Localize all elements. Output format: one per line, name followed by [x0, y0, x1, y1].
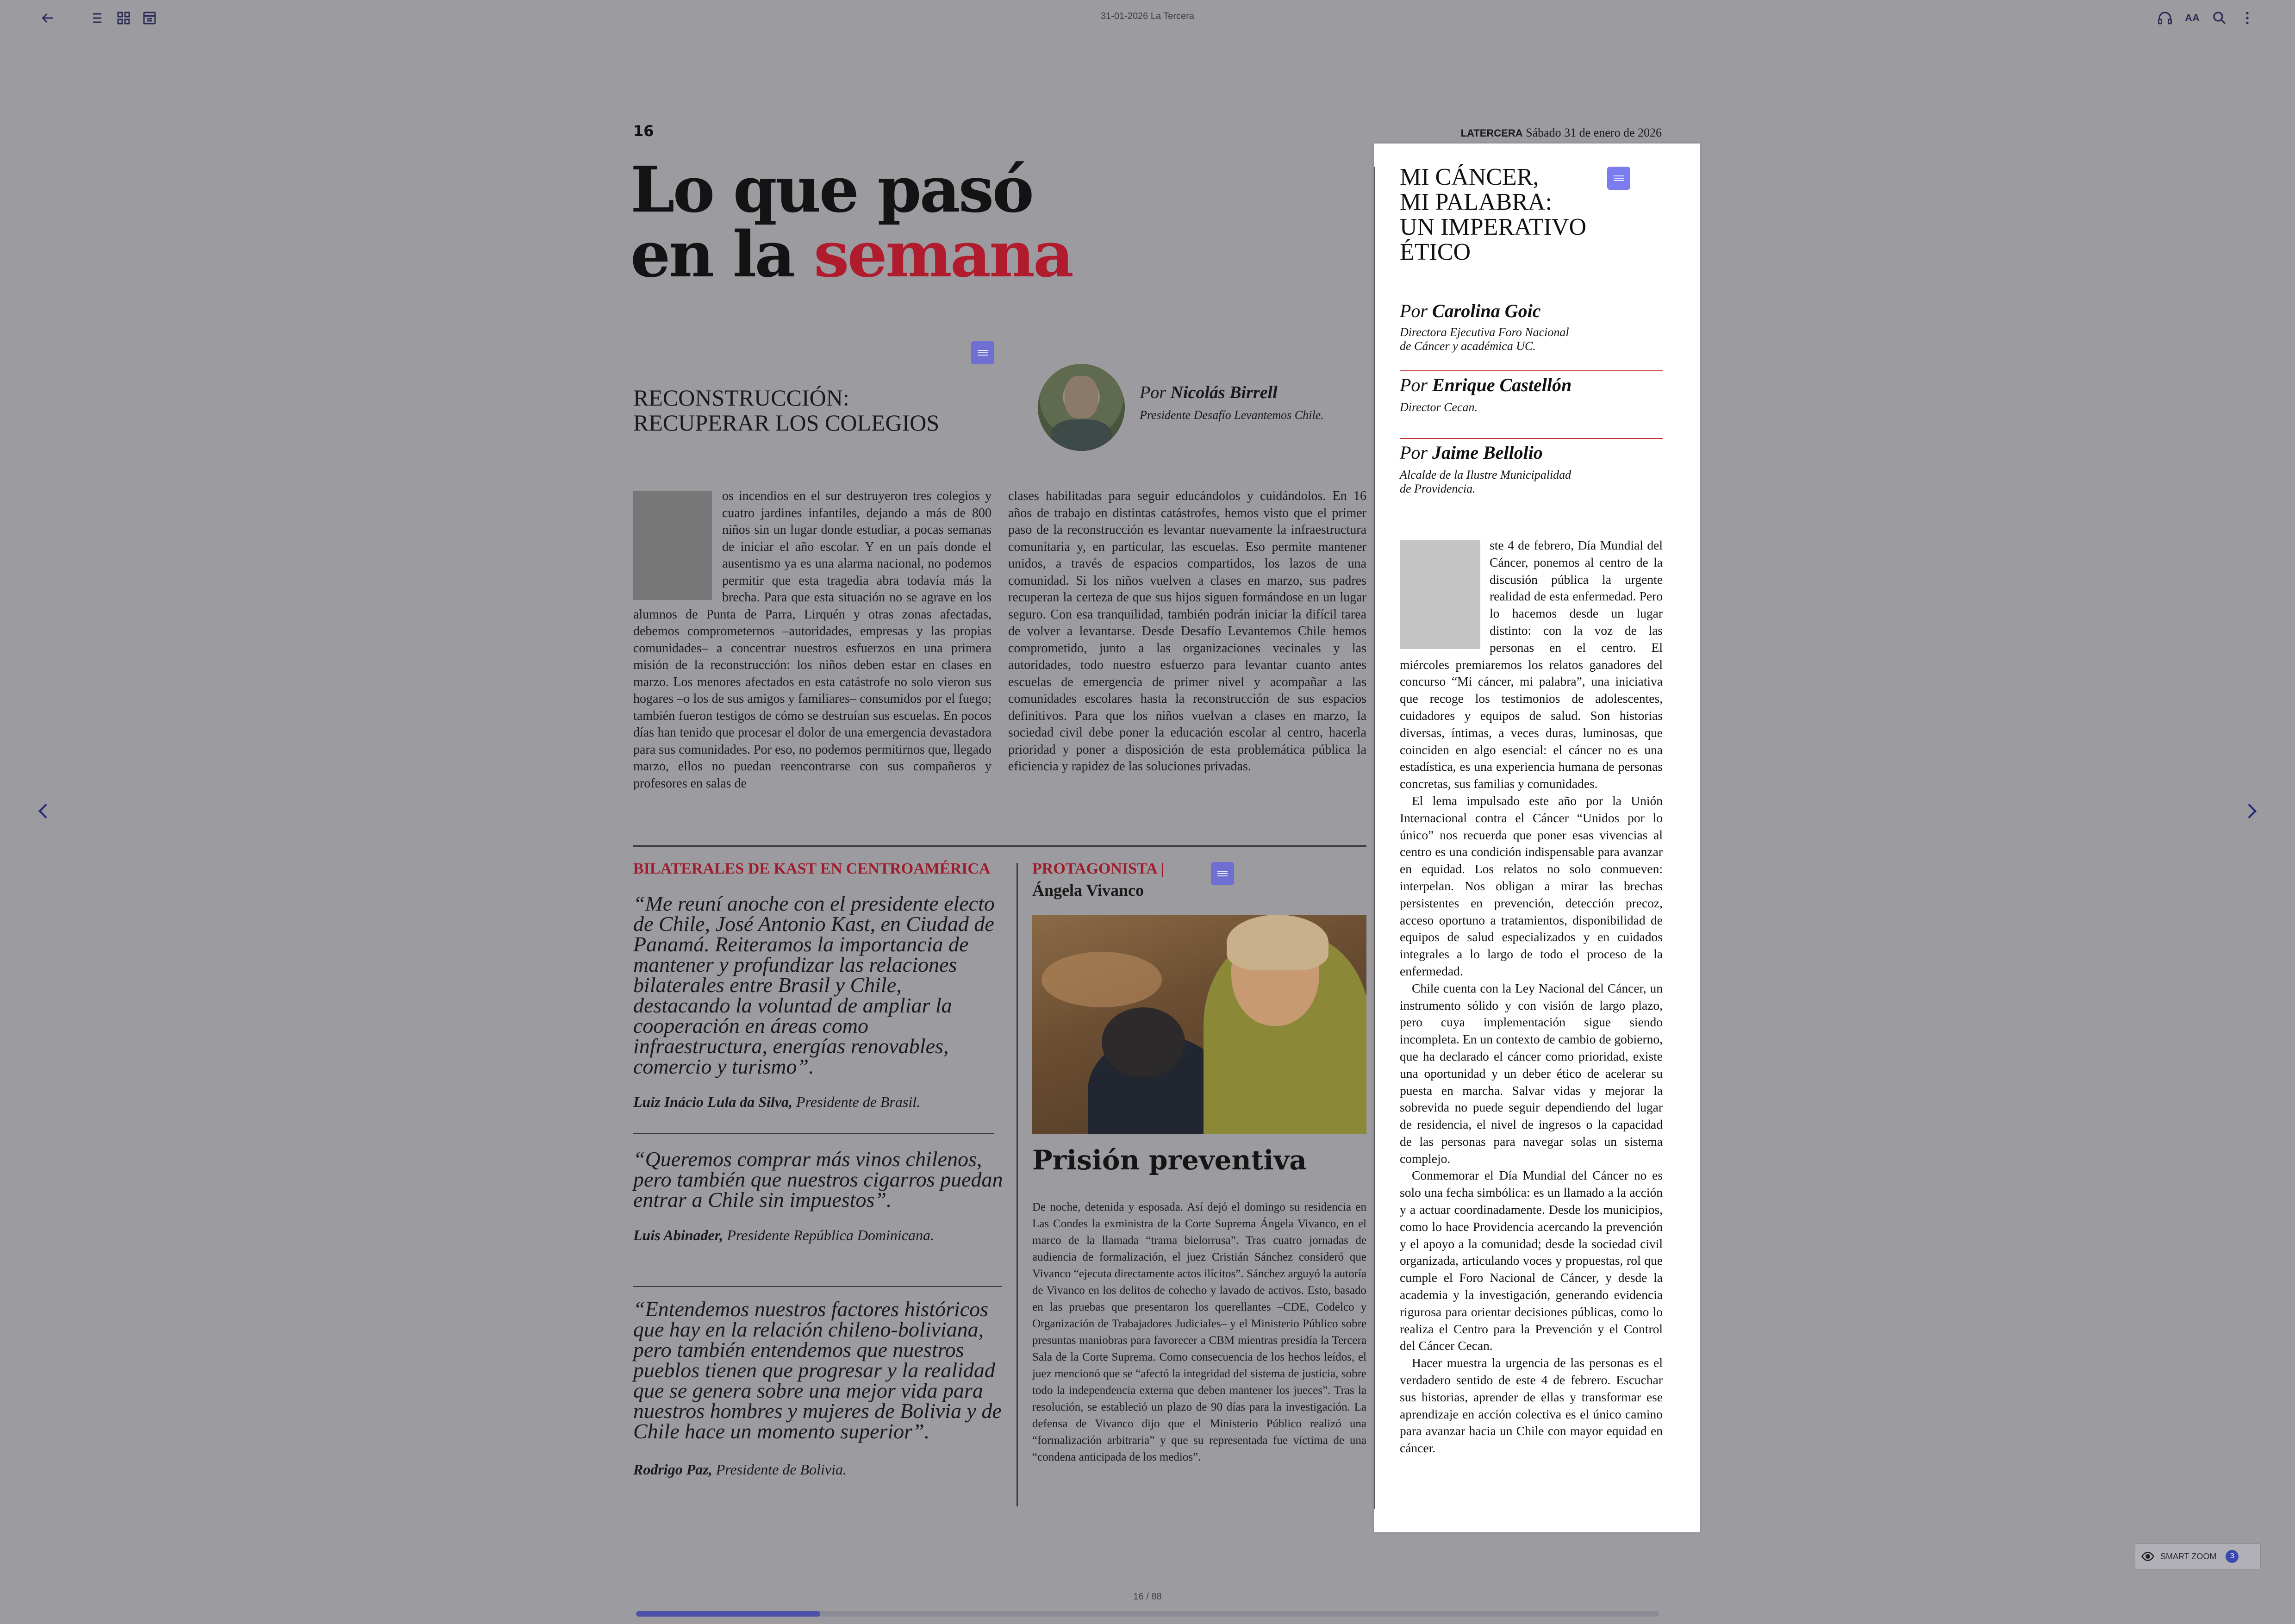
author-name: Enrique Castellón [1432, 375, 1572, 395]
quote-author-3: Rodrigo Paz, [633, 1461, 712, 1478]
quote-role-2: Presidente República Dominicana. [723, 1227, 935, 1243]
column-title-line-1: MI CÁNCER, [1400, 164, 1539, 190]
next-page-button[interactable] [2238, 797, 2265, 825]
page-indicator: 16 / 88 [1133, 1592, 1162, 1602]
reconstruccion-body-col-2 [1008, 488, 1366, 812]
font-size-label: AA [2185, 12, 2200, 24]
previous-page-button[interactable] [30, 797, 57, 825]
page-number: 16 [633, 122, 654, 140]
article-view-icon[interactable] [140, 8, 159, 28]
column-notes-button[interactable] [1607, 167, 1630, 190]
bilaterales-header: BILATERALES DE KAST EN CENTROAMÉRICA [633, 860, 991, 877]
quote-text-1: “Me reuní anoche con el presidente electo de Chile, José Antonio Kast, en Ciudad de Panamá. Reiteramos la importancia de mantener y profundizar las relaciones bilaterales entre Brasil y Chile, destacando la voluntad de ampliar la cooperación en áreas como infraestructura, energías renovables, comercio y turismo”. [633, 892, 995, 1078]
column-author-2 [1400, 374, 1572, 414]
column-title-line-3: UN IMPERATIVO [1400, 214, 1586, 240]
grid-icon[interactable] [114, 8, 133, 28]
author-name: Jaime Bellolio [1432, 442, 1543, 463]
reconstruccion-col-2-text: clases habilitadas para seguir educándolos y cuidándolos. En 16 años de trabajo en distintas catástrofes, hemos visto que el primer paso de la reconstrucción es levantar nuevamente la infraestructura comunitaria y, en particular, las escuelas. Eso permite mantener unidos, a través de espacios compartidos, los lazos de una comunidad. Si los niños vuelven a clases en marzo, sus padres recuperan la certeza de que sus hijos siguen formándose en un lugar seguro. Con esa tranquilidad, también podrán iniciar la difícil tarea de volver a levantarse. Desde Desafío Levantemos Chile hemos comprometido, junto a las organizaciones vecinales y las autoridades, todo nuestro esfuerzo para levantar cuanto antes escuelas de emergencia de primer nivel y acompañar a las comunidades escolares hasta la reconstrucción de sus espacios definitivos. Para que los niños vuelvan a clases en marzo, la sociedad civil debe poner la educación escolar al centro, hacerla prioridad y poner a disposición de esta problemática pública la eficiencia y rapidez de las soluciones privadas. [1008, 489, 1366, 774]
column-paragraph-1: ste 4 de febrero, Día Mundial del Cáncer, ponemos al centro de la discusión pública la urgente realidad de esta enfermedad. Pero lo hacemos desde un lugar distinto: con la voz de las personas en el centro. El miércoles premiaremos los relatos ganadores del concurso “Mi cáncer, mi palabra”, una iniciativa que recoge los testimonios de adolescentes, cuidadores y equipos de salud. Son historias diversas, íntimas, a veces duras, luminosas, que coinciden en algo esencial: el cáncer no es una estadística, es una experiencia humana de personas concretas, sus familias y comunidades. [1400, 538, 1663, 791]
protagonista-headline: Prisión preventiva [1032, 1144, 1307, 1176]
reading-progress-fill [636, 1611, 820, 1617]
masthead-label: LATERCERA [1460, 127, 1523, 139]
quote-divider-1 [633, 1133, 994, 1134]
quote-attribution-1 [633, 1093, 1004, 1111]
protagonista-kicker: PROTAGONISTA | [1032, 860, 1164, 877]
notes-icon [978, 349, 988, 357]
author-role-line-1: Directora Ejecutiva Foro Nacional [1400, 325, 1569, 339]
section-divider [633, 845, 1366, 847]
protagonista-body: De noche, detenida y esposada. Así dejó el domingo su residencia en Las Condes la exministra de la Corte Suprema Ángela Vivanco, en el marco de la llamada “trama bielorrusa”. Tras cuatro jornadas de audiencia de formalización, el juez Cristián Sánchez consideró que Vivanco “ejecuta directamente actos ilícitos”. Sánchez arguyó la autoría de Vivanco en los delitos de cohecho y lavado de activos. Esto, basado en las pruebas que presentaron los querellantes –CDE, Codelco y Organización de Trabajadores Judiciales– y el Ministerio Público sobre presuntas maniobras para favorecer a CBM mientras presidía la Tercera Sala de la Corte Suprema. Como consecuencia de los hechos leídos, el juez mencionó que se “afectó la integridad del sistema de justicia, sobre todo la independencia externa que deben mantener los jueces”. Tras la resolución, se estableció un plazo de 90 días para la investigación. La defensa de Vivanco dijo que el Ministerio Público realizó una “formalización arbitraria” y que su representada fue víctima de una “condena anticipada de los medios”. [1032, 1201, 1366, 1463]
column-author-1 [1400, 300, 1569, 353]
heading-line-1: Lo que pasó [630, 153, 1033, 227]
dropcap-l [633, 491, 712, 600]
author-prefix: Por [1400, 375, 1428, 395]
byline-prefix: Por [1140, 383, 1166, 402]
protagonista-photo [1032, 915, 1366, 1134]
chevron-left-icon [32, 800, 55, 823]
reading-progress-track[interactable] [636, 1611, 1659, 1617]
column-title-line-2: MI PALABRA: [1400, 189, 1552, 215]
notes-icon [1217, 869, 1228, 878]
author-role-line-1: Director Cecan. [1400, 400, 1478, 414]
column-paragraph-2: El lema impulsado este año por la Unión Internacional contra el Cáncer “Unidos por lo único” nos recuerda que poner esas vivencias al centro es una condición indispensable para avanzar en equidad. Los relatos no solo conmueven: interpelan. Nos obligan a mirar las brechas persistentes en prevención, detección precoz, acceso oportuno a tratamientos, disponibilidad de equipos de salud especializados y en cuidados integrales a lo largo de todo el proceso de la enfermedad. [1400, 793, 1663, 978]
column-paragraph-3: Chile cuenta con la Ley Nacional del Cáncer, un instrumento sólido y con visión de largo plazo, pero cuya implementación sigue siendo incompleta. En un contexto de cambio de gobierno, que ha declarado el cáncer como prioridad, existe una oportunidad y un deber ético de acelerar su puesta en marcha. Salvar vidas y mejorar la sobrevida no puede seguir dependiendo del lugar de residencia, el nivel de ingresos o la capacidad de las personas para navegar solas un sistema complejo. [1400, 981, 1663, 1166]
reconstruccion-col-1-text: os incendios en el sur destruyeron tres colegios y cuatro jardines infantiles, dejando a más de 800 niños sin un lugar donde estudiar, a pocas semanas de iniciar el año escolar. Y en un país donde el ausentismo ya es una alarma nacional, no podemos permitir que esta tragedia abra todavía más la brecha. Para que esta situación no se agrave en los alumnos de Punta de Parra, Lirquén y otras zonas afectadas, debemos comprometernos –autoridades, empresas y las propias comunidades– a concentrar nuestros esfuerzos en una primera misión de la reconstrucción: los niños deben estar en clases en marzo. Los menores afectados en esta catástrofe no solo vieron sus hogares –o los de sus amigos y familiares– consumidos por el fuego; también fueron testigos de cómo se destruían sus escuelas. En pocos días han tenido que procesar el dolor de una emergencia devastadora para sus comunidades. Por eso, no podemos permitirnos que, llegado marzo, ellos no puedan reencontrarse con sus compañeros y profesores en salas de [633, 489, 992, 791]
notes-icon [1614, 174, 1624, 182]
author-avatar [1038, 364, 1125, 451]
smart-zoom-label: SMART ZOOM [2160, 1551, 2217, 1561]
quote-author-2: Luis Abinader, [633, 1227, 723, 1243]
column-paragraph-5: Hacer muestra la urgencia de las personas es el verdadero sentido de este 4 de febrero. Escuchar sus historias, aprender de ellas y transformar ese aprendizaje en acción colectiva es el único camino para avanzar hacia un Chile con mayor equidad en cáncer. [1400, 1355, 1663, 1455]
back-arrow-icon[interactable] [38, 8, 57, 28]
chevron-right-icon [2240, 800, 2263, 823]
masthead-date: Sábado 31 de enero de 2026 [1526, 126, 1662, 139]
column-author-3 [1400, 442, 1571, 496]
heading-line-2 [630, 218, 1073, 292]
eye-icon [2141, 1549, 2155, 1563]
column-rule [1017, 863, 1018, 1506]
reconstruccion-title [633, 385, 939, 435]
author-role-line-1: Alcalde de la Ilustre Municipalidad [1400, 468, 1572, 481]
author-prefix: Por [1400, 442, 1428, 463]
byline-role: Presidente Desafío Levantemos Chile. [1140, 408, 1324, 422]
dropcap-e [1400, 540, 1480, 649]
author-name: Carolina Goic [1432, 300, 1541, 321]
quote-text-2: “Queremos comprar más vinos chilenos, pero también que nuestros cigarros puedan entrar a Chile sin impuestos”. [633, 1147, 1003, 1212]
smart-zoom-count: 3 [2226, 1550, 2239, 1563]
quote-block [633, 893, 1004, 1111]
quote-attribution-3 [633, 1461, 1004, 1478]
quote-divider-2 [633, 1286, 1002, 1287]
page-masthead [1412, 126, 1662, 140]
author-separator [1400, 438, 1663, 439]
more-vertical-icon[interactable] [2238, 8, 2257, 28]
reconstruccion-title-line-1: RECONSTRUCCIÓN: [633, 385, 849, 411]
column-title [1400, 165, 1586, 265]
document-title: 31-01-2026 La Tercera [1101, 11, 1194, 21]
author-role-line-2: de Cáncer y académica UC. [1400, 339, 1536, 353]
reconstruccion-title-line-2: RECUPERAR LOS COLEGIOS [633, 410, 940, 436]
column-paragraph-4: Conmemorar el Día Mundial del Cáncer no es solo una fecha simbólica: es un llamado a la acción y a actuar coordinadamente. Desde los municipios, como lo hace Providencia acercando la prevención y el apoyo a la comunidad; desde la sociedad civil organizada, articulando voces y propuestas, rol que cumple el Foro Nacional de Cáncer, y desde la academia y la investigación, generando evidencia rigurosa para orientar decisiones públicas, como lo realiza el Centro para la Prevención y el Control del Cáncer Cecan. [1400, 1168, 1663, 1353]
column-body [1400, 537, 1663, 1457]
search-icon[interactable] [2210, 8, 2229, 28]
heading-line-2-a: en la [630, 218, 794, 292]
section-heading [630, 153, 1073, 292]
reconstruccion-body-col-1 [633, 488, 992, 812]
headphones-icon[interactable] [2155, 8, 2175, 28]
list-icon[interactable] [86, 8, 106, 28]
author-separator [1400, 370, 1663, 371]
byline-name: Nicolás Birrell [1170, 383, 1278, 402]
quote-role-3: Presidente de Bolivia. [712, 1461, 847, 1478]
article-notes-button[interactable] [971, 341, 994, 364]
quote-attribution-2 [633, 1227, 1004, 1244]
font-size-icon[interactable] [2183, 8, 2202, 28]
protagonista-notes-button[interactable] [1211, 862, 1234, 885]
protagonista-name: Ángela Vivanco [1032, 881, 1144, 899]
author-role-line-2: de Providencia. [1400, 482, 1476, 495]
quote-block [633, 1299, 1004, 1478]
reconstruccion-byline [1140, 382, 1324, 422]
quote-block [633, 1149, 1004, 1244]
quote-author-1: Luiz Inácio Lula da Silva, [633, 1093, 793, 1110]
heading-line-2-accent: semana [813, 218, 1073, 292]
column-title-line-4: ÉTICO [1400, 239, 1471, 265]
quote-role-1: Presidente de Brasil. [792, 1093, 921, 1110]
quote-text-3: “Entendemos nuestros factores históricos que hay en la relación chileno-boliviana, pero también entendemos que nuestros pueblos tienen que progresar y la realidad que se genera sobre una mejor vida para nuestros hombres y mujeres de Bolivia y de Chile hace un momento superior”. [633, 1297, 1002, 1443]
opinion-column-card[interactable] [1374, 144, 1700, 1532]
smart-zoom-button[interactable] [2135, 1543, 2261, 1569]
author-prefix: Por [1400, 300, 1428, 321]
